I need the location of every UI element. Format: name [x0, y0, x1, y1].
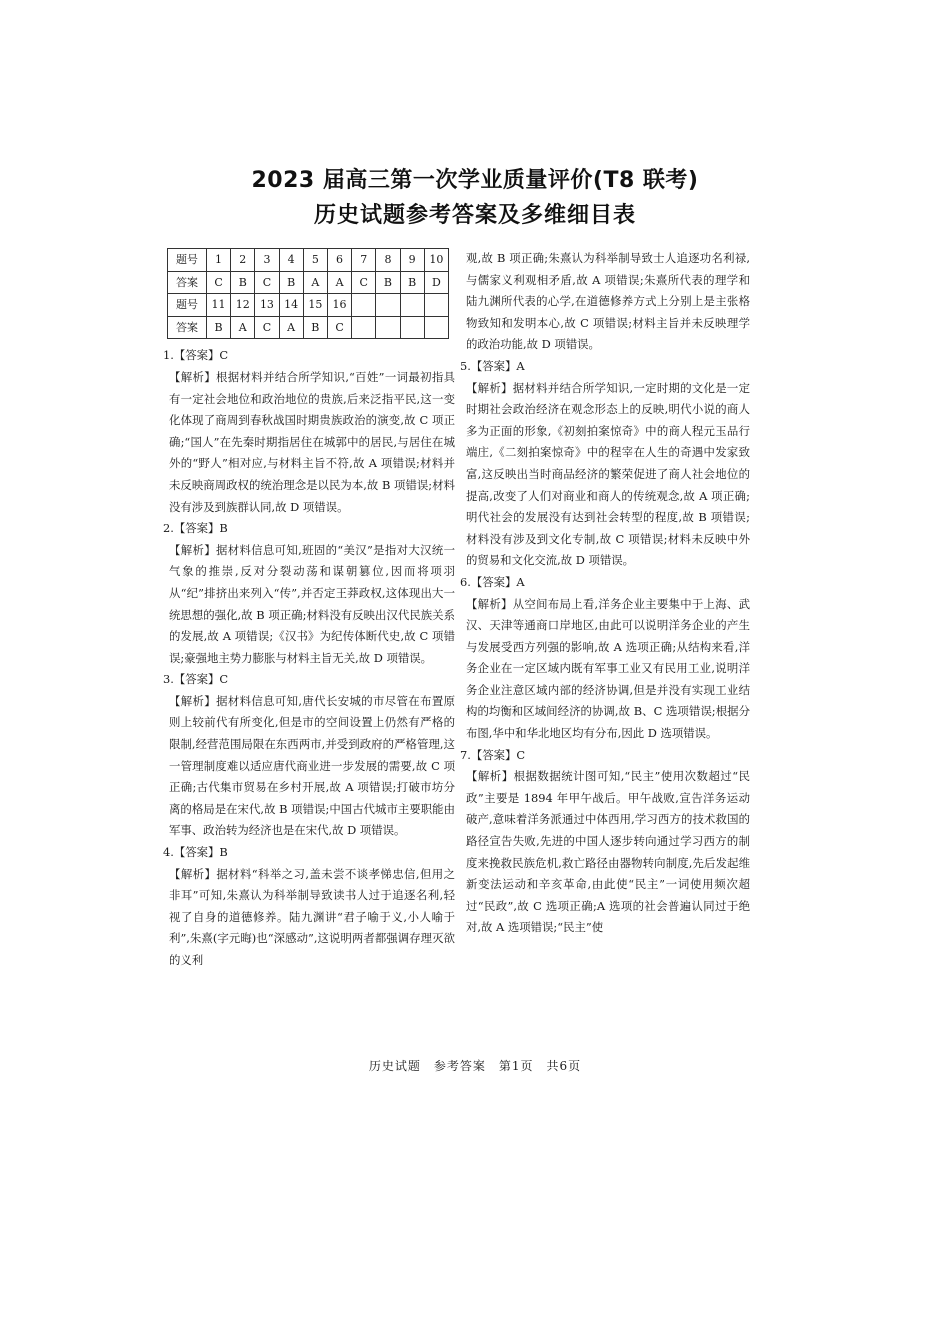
answer-label: 2.【答案】B [163, 521, 228, 536]
answer-table-cell: C [255, 316, 279, 339]
answer-table-cell: 16 [327, 294, 351, 317]
answer-table-row [168, 316, 449, 339]
page-footer: 历史试题 参考答案 第1页 共6页 [368, 1059, 582, 1073]
answer-table-cell: B [400, 271, 424, 294]
answer-item [163, 345, 455, 518]
right-column [460, 248, 750, 939]
answer-label: 3.【答案】C [163, 672, 229, 687]
answer-table [167, 248, 449, 339]
answer-table-header-cell: 答案 [168, 316, 207, 339]
answer-table-row [168, 249, 449, 272]
answer-table-cell: 6 [327, 249, 351, 272]
analysis-text: 【解析】根据数据统计图可知,“民主”使用次数超过“民政”主要是 1894 年甲午战后。甲午战败,宣告洋务运动破产,意味着洋务派通过中体西用,学习西方的技术救国的路径宣告失败,先进的中国人逐步转向通过学习西方的制度来挽救民族危机,救亡路径由器物转向制度,先后发起维新变法运动和辛亥革命,由此使“民主”一词使用频次超过“民政”,故 C 选项正确;A 选项的社会普遍认同过于绝对,故 A 选项错误;“民主”使 [466, 769, 750, 935]
answer-label: 5.【答案】A [460, 358, 525, 373]
answer-item [163, 842, 455, 972]
answer-table-cell: C [352, 271, 376, 294]
answer-table-cell [424, 294, 448, 317]
answer-item [460, 745, 750, 939]
analysis-text: 【解析】根据材料并结合所学知识,“百姓”一词最初指具有一定社会地位和政治地位的贵族,后来泛指平民,这一变化体现了商周到春秋战国时期贵族政治的演变,故 C 项正确;“国人”在先秦时期指居住在城郭中的居民,与居住在城外的“野人”相对应,与材料主旨不符,故 A 项错误;材料并未反映商周政权的统治理念是以民为本,故 B 项错误;材料没有涉及到族群认同,故 D 项错误。 [169, 369, 455, 514]
answer-table-row [168, 294, 449, 317]
answer-table-cell: A [327, 271, 351, 294]
answer-table-cell: 1 [206, 249, 230, 272]
answer-table-cell: C [255, 271, 279, 294]
answer-table-cell [376, 294, 400, 317]
answer-table-cell: 9 [400, 249, 424, 272]
answer-item [163, 669, 455, 842]
answer-table-cell: C [206, 271, 230, 294]
answer-item [460, 248, 750, 356]
answer-table-header-cell: 题号 [168, 294, 207, 317]
answer-item [163, 518, 455, 669]
answer-table-cell: A [303, 271, 327, 294]
answer-table-cell: B [206, 316, 230, 339]
answer-table-cell: B [376, 271, 400, 294]
answer-table-cell: 12 [231, 294, 255, 317]
answer-table-cell: 8 [376, 249, 400, 272]
answer-label: 1.【答案】C [163, 348, 229, 363]
answer-table-cell: 11 [206, 294, 230, 317]
answer-table-cell: C [327, 316, 351, 339]
answer-table-cell: 14 [279, 294, 303, 317]
answer-table-cell [400, 316, 424, 339]
answer-label: 7.【答案】C [460, 747, 526, 762]
answer-table-cell [376, 316, 400, 339]
analysis-text: 【解析】据材料信息可知,唐代长安城的市尽管在布置原则上较前代有所变化,但是市的空间设置上仍然有严格的限制,经营范围局限在东西两市,并受到政府的严格管理,这一管理制度难以适应唐代商业进一步发展的需要,故 C 项正确;古代集市贸易在乡村开展,故 A 项错误;打破市坊分离的格局是在宋代,故 B 项错误;中国古代城市主要职能由军事、政治转为经济也是在宋代,故 D 项错误。 [169, 693, 455, 838]
answer-table-cell: A [231, 316, 255, 339]
left-column [163, 248, 455, 972]
analysis-text: 【解析】据材料并结合所学知识,一定时期的文化是一定时期社会政治经济在观念形态上的反映,明代小说的商人多为正面的形象,《初刻拍案惊奇》中的商人程元玉品行端庄,《二刻拍案惊奇》中的程宰在人生的奇遇中发家致富,这反映出当时商品经济的繁荣促进了商人社会地位的提高,改变了人们对商业和商人的传统观念,故 A 项正确;明代社会的发展没有达到社会转型的程度,故 B 项错误;材料没有涉及到文化专制,故 C 项错误;材料未反映中外的贸易和文化交流,故 D 项错误。 [466, 380, 750, 568]
document-subtitle: 历史试题参考答案及多维细目表 [313, 203, 636, 228]
answer-table-cell: A [279, 316, 303, 339]
analysis-text: 【解析】据材料“科举之习,盖未尝不谈孝悌忠信,但用之非耳”可知,朱熹认为科举制导致读书人过于追逐名利,轻视了自身的道德修养。陆九渊讲“君子喻于义,小人喻于利”,朱熹(字元晦)也“深感动”,这说明两者都强调存理灭欲的义利 [169, 866, 455, 967]
answer-table-cell [400, 294, 424, 317]
answer-table-header-cell: 题号 [168, 249, 207, 272]
document-title: 2023 届高三第一次学业质量评价(T8 联考) [251, 168, 699, 193]
answer-table-cell [352, 316, 376, 339]
answer-table-header-cell: 答案 [168, 271, 207, 294]
answer-label: 6.【答案】A [460, 574, 525, 589]
answer-table-row [168, 271, 449, 294]
answer-table-cell: B [303, 316, 327, 339]
answer-table-cell: 4 [279, 249, 303, 272]
analysis-text: 【解析】从空间布局上看,洋务企业主要集中于上海、武汉、天津等通商口岸地区,由此可以说明洋务企业的产生与发展受西方列强的影响,故 A 选项正确;从结构来看,洋务企业在一定区域内既有军事工业又有民用工业,说明洋务企业注意区域内部的经济协调,但是并没有实现工业结构的均衡和区域间经济的协调,故 B、C 选项错误;根据分布图,华中和华北地区均有分布,因此 D 选项错误。 [466, 596, 750, 741]
analysis-text: 观,故 B 项正确;朱熹认为科举制导致士人追逐功名利禄,与儒家义利观相矛盾,故 A 项错误;朱熹所代表的理学和陆九渊所代表的心学,在道德修养方式上分别上是主张格物致知和发明本心,故 C 项错误;材料主旨并未反映理学的政治功能,故 D 项错误。 [466, 251, 750, 352]
answer-table-cell [424, 316, 448, 339]
answer-item [460, 572, 750, 745]
answer-item [460, 356, 750, 572]
answer-table-cell: 3 [255, 249, 279, 272]
answer-label: 4.【答案】B [163, 845, 228, 860]
answer-table-cell: 13 [255, 294, 279, 317]
answer-table-cell [352, 294, 376, 317]
answer-table-cell: 10 [424, 249, 448, 272]
analysis-text: 【解析】据材料信息可知,班固的“美汉”是指对大汉统一气象的推崇,反对分裂动荡和谋朝篡位,因而将项羽从“纪”排挤出来列入“传”,并否定王莽政权,这体现出大一统思想的强化,故 B 项正确;材料没有反映出汉代民族关系的发展,故 A 项错误;《汉书》为纪传体断代史,故 C 项错误;豪强地主势力膨胀与材料主旨无关,故 D 项错误。 [169, 542, 455, 665]
answer-table-cell: 7 [352, 249, 376, 272]
answer-table-cell: B [279, 271, 303, 294]
answer-table-cell: D [424, 271, 448, 294]
answer-table-cell: B [231, 271, 255, 294]
answer-table-cell: 2 [231, 249, 255, 272]
answer-table-cell: 5 [303, 249, 327, 272]
answer-table-cell: 15 [303, 294, 327, 317]
